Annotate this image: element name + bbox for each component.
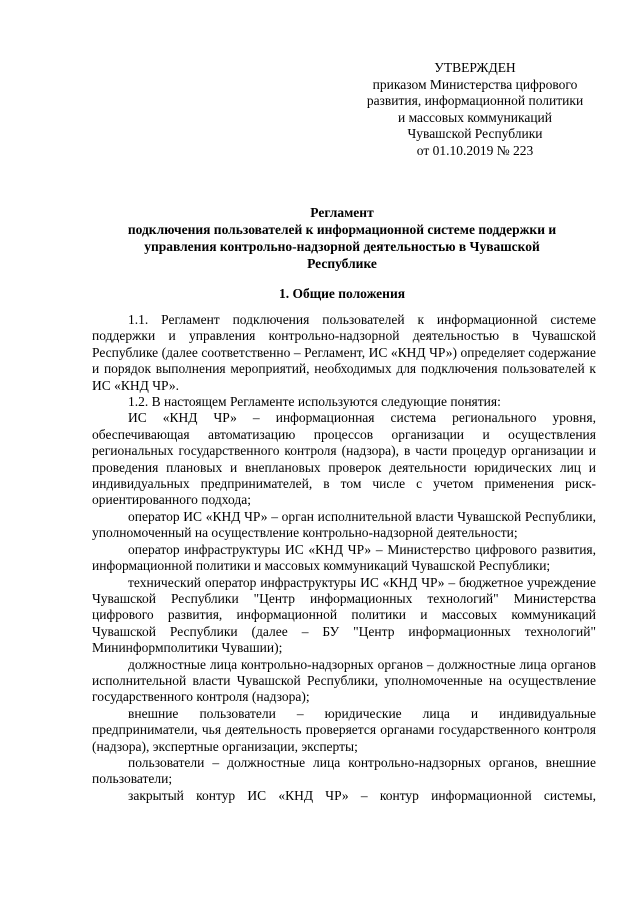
- approval-heading: УТВЕРЖДЕН: [434, 60, 516, 75]
- document-body: [92, 312, 596, 804]
- paragraph: технический оператор инфраструктуры ИС «КНД ЧР» – бюджетное учреждение Чувашской Республики "Центр информационных технологий" Министерства цифрового развития, информационной политики и массовых коммуникаций Чувашской Республики (далее – БУ "Центр информационных технологий" Мининформполитики Чувашии);: [92, 574, 596, 656]
- approval-line: Чувашской Республики: [407, 126, 543, 142]
- paragraph: 1.2. В настоящем Регламенте используются следующие понятия:: [128, 394, 501, 410]
- paragraph: 1.1. Регламент подключения пользователей к информационной системе поддержки и управления контрольно-надзорной деятельностью в Чувашской Республике (далее соответственно – Регламент, ИС «КНД ЧР») определяет содержание и порядок выполнения мероприятий, необходимых для подключения пользователей к ИС «КНД ЧР».: [92, 312, 596, 393]
- paragraph: внешние пользователи – юридические лица и индивидуальные предприниматели, чья деятельность проверяется органами государственного контроля (надзора), экспертные организации, эксперты;: [92, 705, 596, 754]
- approval-line: развития, информационной политики: [366, 93, 584, 109]
- paragraph: закрытый контур ИС «КНД ЧР» – контур информационной системы,: [128, 787, 596, 803]
- paragraph: оператор ИС «КНД ЧР» – орган исполнительной власти Чувашской Республики, уполномоченный на осуществление контрольно-надзорной деятельности;: [92, 508, 596, 541]
- title-line: управления контрольно-надзорной деятельностью в Чувашской: [144, 239, 540, 254]
- paragraph: ИС «КНД ЧР» – информационная система регионального уровня, обеспечивающая автоматизацию процессов организации и осуществления региональных государственного контроля (надзора), в части процедур организации и проведения плановых и внеплановых проверок деятельности юридических лиц и индивидуальных предпринимателей, в том числе с учетом применения риск-ориентированного подхода;: [92, 410, 596, 508]
- approval-stamp: [360, 60, 590, 160]
- title-line: подключения пользователей к информационной системе поддержки и: [127, 222, 557, 237]
- approval-date: от 01.10.2019 № 223: [416, 142, 534, 158]
- title-heading: Регламент: [310, 205, 374, 220]
- paragraph: пользователи – должностные лица контрольно-надзорных органов, внешние пользователи;: [92, 754, 596, 787]
- section-heading: 1. Общие положения: [278, 286, 406, 301]
- title-line: Республике: [307, 256, 377, 271]
- approval-line: и массовых коммуникаций: [397, 109, 553, 125]
- paragraph: должностные лица контрольно-надзорных органов – должностные лица органов исполнительной власти Чувашской Республики, уполномоченные на осуществление государственного контроля (надзора);: [92, 656, 596, 705]
- document-title: [80, 204, 604, 272]
- approval-line: приказом Министерства цифрового: [372, 76, 578, 92]
- paragraph: оператор инфраструктуры ИС «КНД ЧР» – Министерство цифрового развития, информационной политики и массовых коммуникаций Чувашской Республики;: [92, 541, 596, 574]
